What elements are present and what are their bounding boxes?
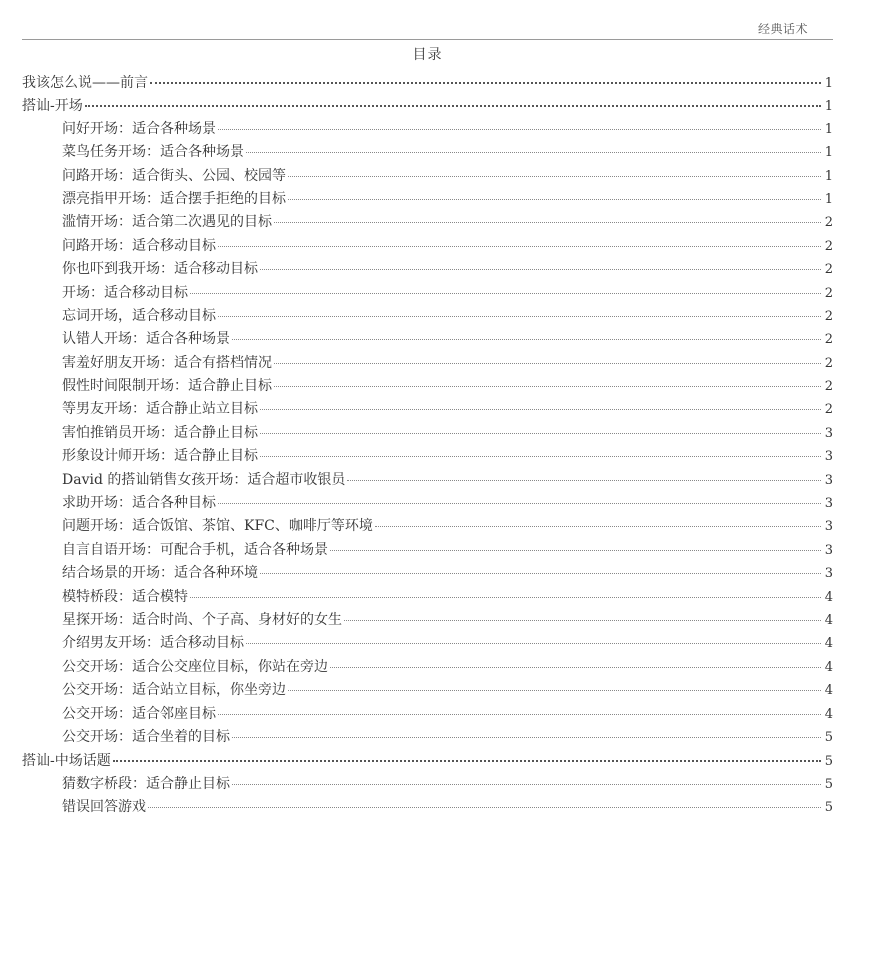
toc-page-number: 2 — [824, 262, 833, 278]
toc-entry-title: 搭讪-中场话题 — [22, 753, 111, 770]
toc-entry-title: 公交开场：适合站立目标，你坐旁边 — [62, 682, 286, 699]
toc-section-entry[interactable] — [22, 211, 833, 234]
toc-section-entry[interactable] — [22, 352, 833, 375]
header-rule — [22, 39, 833, 40]
toc-entry-title: 菜鸟任务开场：适合各种场景 — [62, 144, 244, 161]
toc-entry-title: 公交开场：适合邻座目标 — [62, 705, 216, 722]
dot-leader — [274, 375, 821, 387]
dot-leader — [330, 656, 821, 668]
toc-section-entry[interactable] — [22, 235, 833, 258]
toc-entry-title: 搭讪-开场 — [22, 98, 83, 115]
toc-page-number: 2 — [824, 285, 833, 301]
toc-section-entry[interactable] — [22, 422, 833, 445]
dot-leader — [260, 258, 821, 270]
toc-page-number: 3 — [824, 519, 833, 535]
dot-leader — [375, 515, 821, 527]
toc-page-number: 1 — [824, 99, 833, 115]
toc-entry-title: 等男友开场：适合静止站立目标 — [62, 401, 258, 418]
toc-page-number: 4 — [824, 589, 833, 605]
dot-leader — [218, 118, 821, 130]
toc-entry-title: 猜数字桥段：适合静止目标 — [62, 775, 230, 792]
toc-page-number: 4 — [824, 636, 833, 652]
toc-page-number: 2 — [824, 332, 833, 348]
toc-section-entry[interactable] — [22, 188, 833, 211]
toc-section-entry[interactable] — [22, 726, 833, 749]
dot-leader — [246, 632, 821, 644]
toc-section-entry[interactable] — [22, 796, 833, 819]
toc-entry-title: 公交开场：适合公交座位目标，你站在旁边 — [62, 658, 328, 675]
toc-section-entry[interactable] — [22, 703, 833, 726]
dot-leader — [232, 773, 821, 785]
toc-page-number: 4 — [824, 683, 833, 699]
toc-entry-title: 求助开场：适合各种目标 — [62, 495, 216, 512]
toc-chapter-entry[interactable] — [22, 749, 833, 772]
toc-page-number: 3 — [824, 472, 833, 488]
toc-entry-title: 问题开场：适合饭馆、茶馆、KFC、咖啡厅等环境 — [62, 518, 373, 535]
toc-section-entry[interactable] — [22, 398, 833, 421]
dot-leader — [218, 235, 821, 247]
toc-entry-title: 介绍男友开场：适合移动目标 — [62, 635, 244, 652]
toc-entry-title: 害羞好朋友开场：适合有搭档情况 — [62, 354, 272, 371]
toc-section-entry[interactable] — [22, 515, 833, 538]
toc-section-entry[interactable] — [22, 375, 833, 398]
dot-leader — [246, 141, 821, 153]
table-of-contents — [22, 71, 833, 820]
toc-page-number: 2 — [824, 379, 833, 395]
dot-leader — [260, 562, 821, 574]
dot-leader — [113, 749, 821, 762]
dot-leader — [288, 679, 821, 691]
dot-leader — [260, 445, 821, 457]
toc-entry-title: 形象设计师开场：适合静止目标 — [62, 448, 258, 465]
toc-entry-title: 星探开场：适合时尚、个子高、身材好的女生 — [62, 611, 342, 628]
toc-section-entry[interactable] — [22, 118, 833, 141]
toc-entry-title: 问好开场：适合各种场景 — [62, 120, 216, 137]
toc-page-number: 2 — [824, 308, 833, 324]
toc-page-number: 1 — [824, 76, 833, 91]
toc-section-entry[interactable] — [22, 773, 833, 796]
toc-entry-title: 认错人开场：适合各种场景 — [62, 331, 230, 348]
toc-section-entry[interactable] — [22, 445, 833, 468]
dot-leader — [218, 305, 821, 317]
toc-page-number: 1 — [824, 145, 833, 161]
toc-section-entry[interactable] — [22, 656, 833, 679]
dot-leader — [232, 726, 821, 738]
toc-entry-title: 漂亮指甲开场：适合摆手拒绝的目标 — [62, 190, 286, 207]
toc-page-number: 5 — [824, 729, 833, 745]
toc-page-number: 2 — [824, 402, 833, 418]
toc-section-entry[interactable] — [22, 328, 833, 351]
toc-section-entry[interactable] — [22, 586, 833, 609]
toc-section-entry[interactable] — [22, 141, 833, 164]
toc-entry-title: 滥情开场：适合第二次遇见的目标 — [62, 214, 272, 231]
toc-entry-title: 结合场景的开场：适合各种环境 — [62, 565, 258, 582]
dot-leader — [148, 796, 821, 808]
toc-entry-title: 忘词开场，适合移动目标 — [62, 307, 216, 324]
toc-entry-title: 你也吓到我开场：适合移动目标 — [62, 261, 258, 278]
toc-section-entry[interactable] — [22, 562, 833, 585]
toc-title: 目录 — [412, 47, 443, 63]
toc-page-number: 3 — [824, 449, 833, 465]
toc-page-number: 5 — [824, 776, 833, 792]
toc-page-number: 5 — [824, 754, 833, 770]
toc-section-entry[interactable] — [22, 679, 833, 702]
dot-leader — [260, 422, 821, 434]
toc-entry-title: David 的搭讪销售女孩开场：适合超市收银员 — [62, 471, 346, 488]
toc-page-number: 4 — [824, 612, 833, 628]
dot-leader — [190, 586, 821, 598]
dot-leader — [218, 703, 821, 715]
toc-entry-title: 害怕推销员开场：适合静止目标 — [62, 424, 258, 441]
toc-page-number: 3 — [824, 542, 833, 558]
toc-section-entry[interactable] — [22, 258, 833, 281]
toc-entry-title: 公交开场：适合坐着的目标 — [62, 728, 230, 745]
toc-page-number: 3 — [824, 425, 833, 441]
toc-entry-title: 我该怎么说——前言 — [22, 75, 148, 91]
toc-entry-title: 问路开场：适合街头、公园、校园等 — [62, 167, 286, 184]
toc-page-number: 5 — [824, 800, 833, 816]
toc-section-entry[interactable] — [22, 469, 833, 492]
toc-entry-title: 模特桥段：适合模特 — [62, 588, 188, 605]
dot-leader — [274, 211, 821, 223]
toc-entry-title: 错误回答游戏 — [62, 799, 146, 816]
toc-section-entry[interactable] — [22, 609, 833, 632]
dot-leader — [190, 282, 821, 294]
running-header: 经典话术 — [757, 22, 808, 36]
toc-section-entry[interactable] — [22, 492, 833, 515]
dot-leader — [218, 492, 821, 504]
dot-leader — [330, 539, 821, 551]
toc-entry-title: 自言自语开场：可配合手机，适合各种场景 — [62, 541, 328, 558]
toc-page-number: 1 — [824, 191, 833, 207]
dot-leader — [347, 469, 821, 481]
dot-leader — [260, 398, 821, 410]
toc-page-number: 2 — [824, 238, 833, 254]
toc-page-number: 3 — [824, 566, 833, 582]
toc-section-entry[interactable] — [22, 539, 833, 562]
toc-section-entry[interactable] — [22, 165, 833, 188]
dot-leader — [274, 352, 821, 364]
toc-page-number: 4 — [824, 706, 833, 722]
toc-page-number: 1 — [824, 168, 833, 184]
toc-section-entry[interactable] — [22, 282, 833, 305]
toc-page-number: 4 — [824, 659, 833, 675]
dot-leader — [288, 188, 821, 200]
dot-leader — [232, 328, 821, 340]
toc-entry-title: 开场：适合移动目标 — [62, 284, 188, 301]
toc-entry-title: 假性时间限制开场：适合静止目标 — [62, 378, 272, 395]
toc-page-number: 2 — [824, 355, 833, 371]
toc-chapter-entry[interactable] — [22, 71, 833, 94]
dot-leader — [288, 165, 821, 177]
dot-leader — [344, 609, 821, 621]
toc-page-number: 2 — [824, 215, 833, 231]
dot-leader — [85, 94, 821, 107]
toc-chapter-entry[interactable] — [22, 94, 833, 117]
toc-section-entry[interactable] — [22, 305, 833, 328]
toc-section-entry[interactable] — [22, 632, 833, 655]
toc-page-number: 3 — [824, 496, 833, 512]
toc-page-number: 1 — [824, 121, 833, 137]
toc-entry-title: 问路开场：适合移动目标 — [62, 237, 216, 254]
dot-leader — [150, 71, 821, 84]
